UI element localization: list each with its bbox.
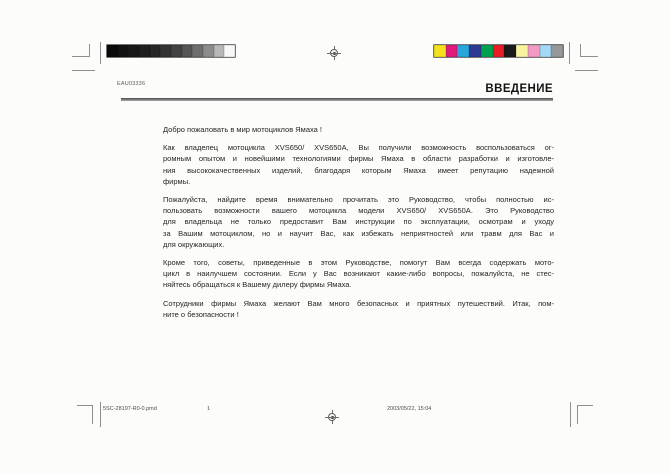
text-line: пользовать возможности вашего мотоцикла модели XVS650/ XVS650A. Это Руководство [163, 206, 554, 216]
grayscale-cell [160, 45, 171, 57]
text-line: Пожалуйста, найдите время внимательно прочитать это Руководство, чтобы полностью ис- [163, 195, 554, 205]
crop-mark [577, 405, 578, 424]
color-cell [540, 45, 552, 57]
color-cell [434, 45, 446, 57]
grayscale-calibration-bar [107, 45, 235, 57]
registration-dot [333, 52, 336, 55]
grayscale-cell [128, 45, 139, 57]
body-text [163, 124, 554, 327]
color-cell [516, 45, 528, 57]
crop-mark [100, 402, 101, 427]
footer-filename: 5SC-28197-R0-0.pmd [103, 406, 157, 412]
grayscale-cell [224, 45, 235, 57]
footer-page-number: 1 [207, 406, 211, 412]
grayscale-cell [214, 45, 225, 57]
text-line: Добро пожаловать в мир мотоциклов Ямаха ! [163, 125, 323, 134]
crop-mark [89, 44, 90, 57]
text-line: Сотрудники фирмы Ямаха желают Вам много безопасных и приятных путешествий. Итак, пом- [163, 298, 554, 308]
registration-mark-icon [327, 46, 341, 60]
paragraph [163, 257, 554, 291]
grayscale-cell [118, 45, 129, 57]
crop-mark [580, 56, 598, 57]
color-cell [493, 45, 505, 57]
registration-mark-icon [325, 410, 339, 424]
text-line: Как владелец мотоцикла XVS650/ XVS650A, Вы получили возможность воспользоваться ог- [163, 143, 554, 153]
crop-mark [100, 42, 101, 64]
text-line: для владельца не только предоставит Вам инструкции по эксплуатации, осмотрам и уходу [163, 217, 554, 227]
text-line: для окружающих. [163, 239, 225, 249]
crop-mark [92, 405, 93, 424]
color-calibration-bar [434, 45, 563, 57]
grayscale-cell [139, 45, 150, 57]
crop-mark [77, 405, 93, 406]
registration-ring [328, 413, 336, 421]
crop-mark [72, 70, 95, 71]
grayscale-cell [150, 45, 161, 57]
paragraph [163, 142, 554, 187]
registration-dot [331, 416, 334, 419]
color-cell [469, 45, 481, 57]
crop-mark [570, 402, 571, 427]
footer-timestamp: 2003/05/22, 15:04 [387, 406, 432, 412]
grayscale-cell [203, 45, 214, 57]
crop-mark [569, 42, 570, 64]
crop-mark [72, 56, 90, 57]
color-cell [481, 45, 493, 57]
text-line: цикл в наилучшем состоянии. Если у Вас возникают какие-либо вопросы, пожалуйста, не стес- [163, 269, 554, 279]
title-rule [121, 98, 553, 101]
color-cell [457, 45, 469, 57]
paragraph [163, 194, 554, 250]
paragraph [163, 124, 554, 135]
reference-code: EAU03336 [117, 81, 146, 87]
grayscale-cell [107, 45, 118, 57]
color-cell [504, 45, 516, 57]
color-cell [528, 45, 540, 57]
text-line: Кроме того, советы, приведенные в этом Руководстве, помогут Вам всегда содержать мото- [163, 258, 554, 268]
grayscale-cell [182, 45, 193, 57]
crop-mark [575, 70, 598, 71]
color-cell [446, 45, 458, 57]
grayscale-cell [192, 45, 203, 57]
text-line: няйтесь обращаться к Вашему дилеру фирмы Ямаха. [163, 280, 352, 290]
grayscale-cell [171, 45, 182, 57]
text-line: ните о безопасности ! [163, 309, 239, 319]
crop-mark [577, 405, 593, 406]
text-line: за Вашим мотоциклом, но и научит Вас, как избежать неприятностей или травм для Вас и [163, 228, 554, 238]
page-title: ВВЕДЕНИЕ [485, 83, 553, 95]
paragraph [163, 298, 554, 320]
registration-ring [330, 49, 338, 57]
color-cell [551, 45, 563, 57]
text-line: ния высококачественных изделий, благодаря которым Ямаха имеет репутацию надежной [163, 165, 554, 175]
text-line: фирмы. [163, 176, 191, 186]
text-line: ромным опытом и новейшими технологиями фирмы Ямаха в области разработки и изготовле- [163, 154, 554, 164]
